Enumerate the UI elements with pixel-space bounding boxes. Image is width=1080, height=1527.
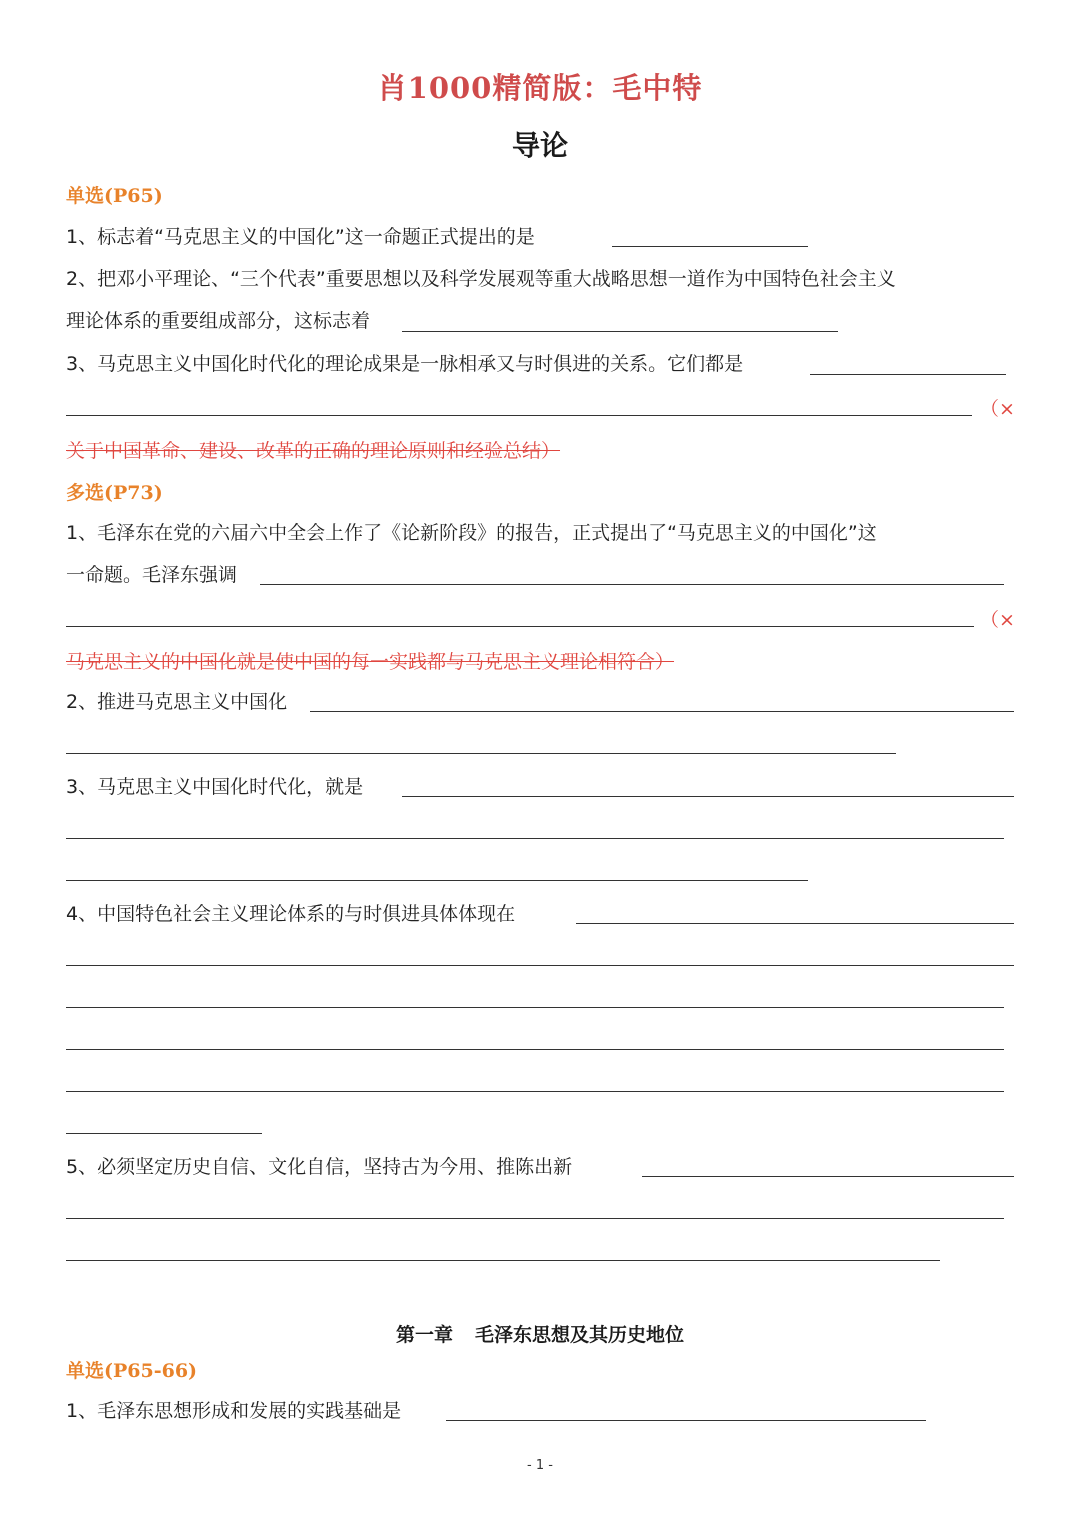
section-label-single-choice: 单选(P65-66) [66, 1360, 198, 1382]
answer-blank [66, 415, 972, 416]
answer-blank [66, 1260, 940, 1261]
question-4: 4、中国特色社会主义理论体系的与时俱进具体体现在 [66, 903, 516, 925]
question-2-continued: 理论体系的重要组成部分，这标志着 [66, 310, 371, 332]
section-label-single-choice: 单选(P65) [66, 185, 163, 207]
section-title-introduction: 导论 [511, 129, 568, 162]
answer-blank [66, 1049, 1004, 1050]
answer-blank [576, 923, 1014, 924]
answer-blank [66, 1218, 1004, 1219]
answer-blank [446, 1420, 926, 1421]
answer-blank [66, 1091, 1004, 1092]
answer-blank [310, 711, 1014, 712]
answer-blank [402, 331, 838, 332]
question-3: 3、马克思主义中国化时代化，就是 [66, 776, 364, 798]
chapter-number: 第一章 [395, 1324, 453, 1346]
answer-blank [260, 584, 1004, 585]
correction-mark: （× [980, 398, 1015, 420]
question-1: 1、毛泽东思想形成和发展的实践基础是 [66, 1400, 402, 1422]
question-1: 1、标志着“马克思主义的中国化”这一命题正式提出的是 [66, 226, 535, 248]
answer-blank [66, 626, 974, 627]
correction-mark: （× [980, 609, 1015, 631]
corrected-answer: 关于中国革命、建设、改革的正确的理论原则和经验总结） [66, 440, 561, 462]
question-1: 1、毛泽东在党的六届六中全会上作了《论新阶段》的报告，正式提出了“马克思主义的中国化”这 [66, 522, 877, 544]
document-title: 肖1000精简版：毛中特 [377, 71, 703, 105]
answer-blank [810, 374, 1006, 375]
answer-blank [66, 965, 1014, 966]
answer-blank [612, 246, 808, 247]
question-2: 2、推进马克思主义中国化 [66, 691, 288, 713]
answer-blank [66, 1133, 262, 1134]
answer-blank [402, 796, 1014, 797]
answer-blank [66, 880, 808, 881]
question-5: 5、必须坚定历史自信、文化自信，坚持古为今用、推陈出新 [66, 1156, 573, 1178]
answer-blank [66, 753, 896, 754]
section-label-multiple-choice: 多选(P73) [66, 482, 163, 504]
answer-blank [642, 1176, 1014, 1177]
question-3: 3、马克思主义中国化时代化的理论成果是一脉相承又与时俱进的关系。它们都是 [66, 353, 744, 375]
corrected-answer: 马克思主义的中国化就是使中国的每一实践都与马克思主义理论相符合） [66, 651, 675, 673]
chapter-title [0, 1320, 1080, 1347]
answer-blank [66, 838, 1004, 839]
chapter-name: 毛泽东思想及其历史地位 [475, 1324, 685, 1346]
page-number: - 1 - [527, 1458, 553, 1473]
question-2: 2、把邓小平理论、“三个代表”重要思想以及科学发展观等重大战略思想一道作为中国特色社会主义 [66, 268, 896, 290]
answer-blank [66, 1007, 1004, 1008]
question-1-continued: 一命题。毛泽东强调 [66, 564, 238, 586]
